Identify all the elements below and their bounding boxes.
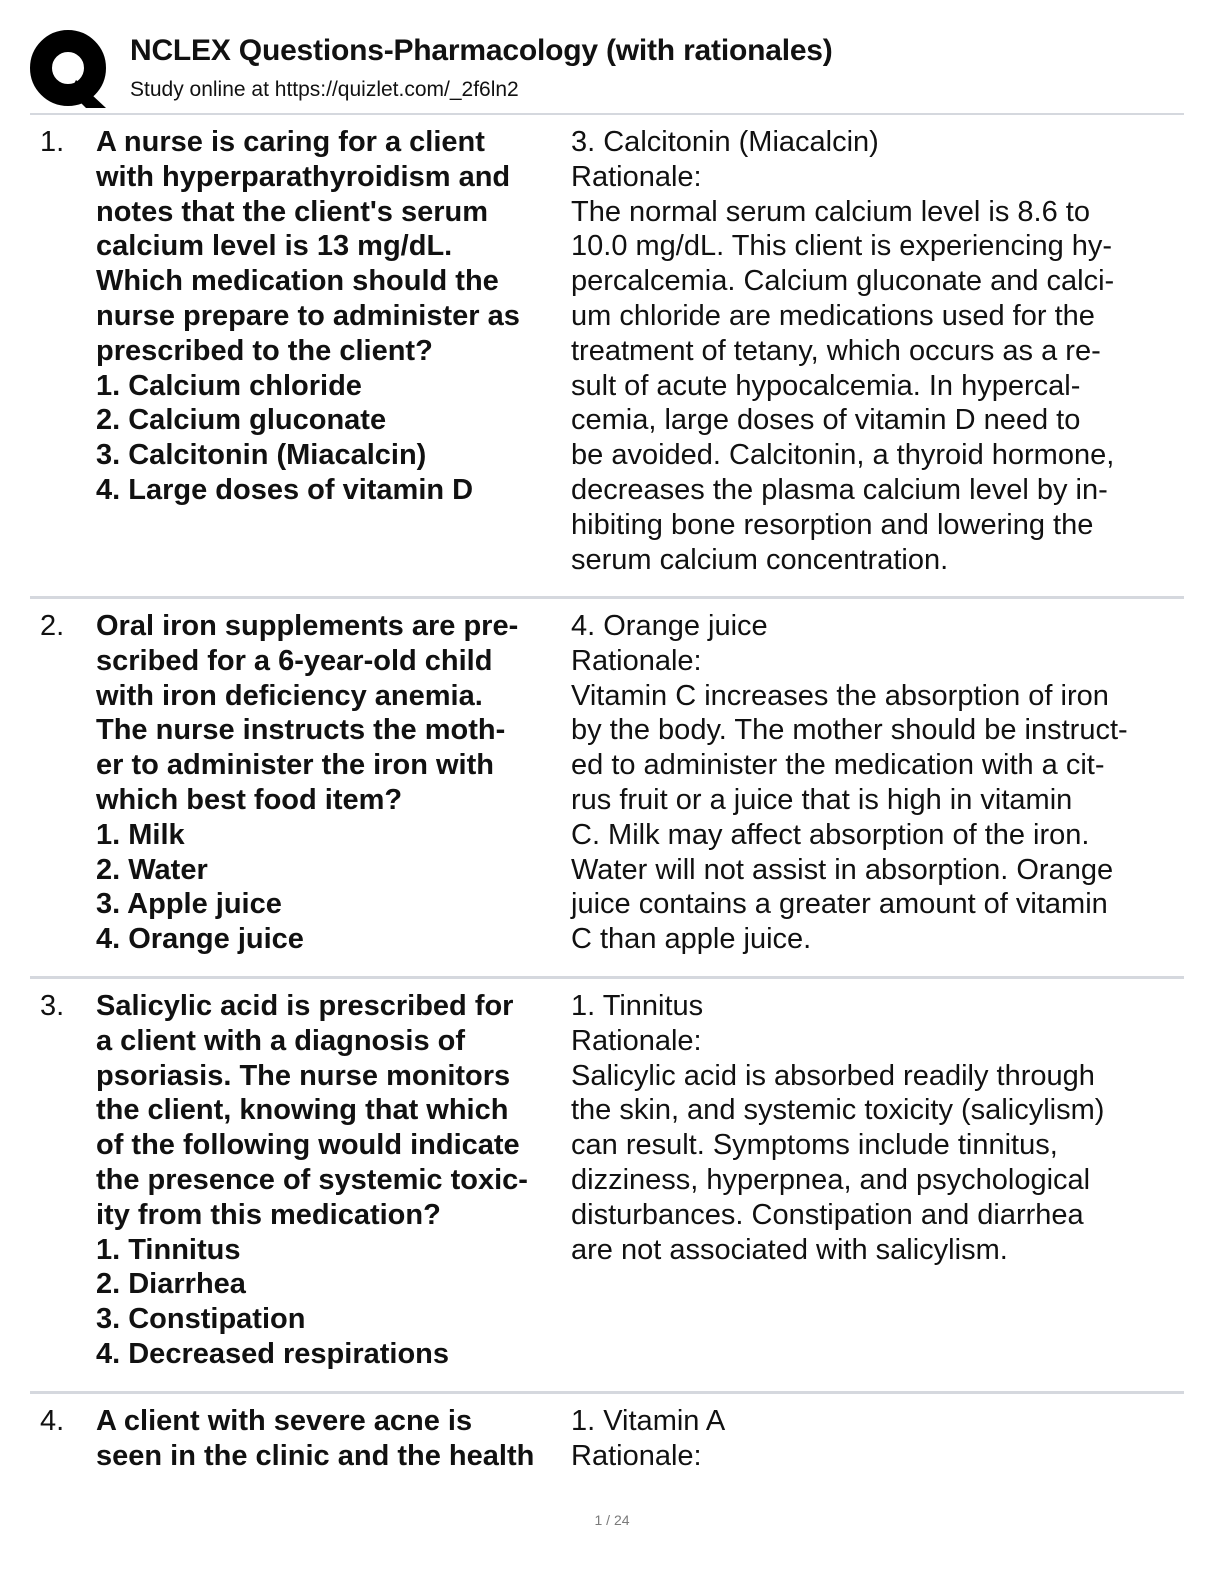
answer-line: Rationale: (571, 1439, 702, 1472)
answer-line: 10.0 mg/dL. This client is experiencing hy- (571, 230, 1113, 263)
answer-line: by the body. The mother should be instruct- (571, 714, 1128, 747)
answer-line: juice contains a greater amount of vitamin (571, 888, 1108, 921)
question-line: seen in the clinic and the health (96, 1439, 535, 1472)
answer-line: 1. Vitamin A (571, 1405, 726, 1437)
question-text (96, 989, 566, 1372)
question-option: 1. Calcium chloride (96, 369, 362, 402)
answer-line: treatment of tetany, which occurs as a re- (571, 334, 1101, 367)
question-option: 2. Diarrhea (96, 1268, 246, 1301)
question-line: A nurse is caring for a client (96, 126, 485, 158)
question-option: 3. Apple juice (96, 888, 282, 921)
question-option: 4. Decreased respirations (96, 1337, 450, 1370)
question-line: the presence of systemic toxic- (96, 1163, 528, 1196)
question-text (96, 609, 566, 957)
question-option: 3. Constipation (96, 1303, 306, 1336)
flashcard-3 (30, 989, 1184, 1379)
answer-line: sult of acute hypocalcemia. In hypercal- (571, 369, 1081, 402)
answer-line: hibiting bone resorption and lowering the (571, 508, 1094, 541)
card-number: 4. (40, 1405, 65, 1437)
card-number: 1. (40, 126, 65, 158)
flashcard-1 (30, 125, 1184, 585)
question-line: a client with a diagnosis of (96, 1024, 465, 1057)
question-line: Salicylic acid is prescribed for (96, 990, 514, 1022)
answer-line: Rationale: (571, 1024, 702, 1057)
card-divider (30, 596, 1184, 599)
answer-line: Rationale: (571, 644, 702, 677)
answer-line: serum calcium concentration. (571, 543, 949, 576)
question-line: nurse prepare to administer as (96, 299, 520, 332)
answer-line: 3. Calcitonin (Miacalcin) (571, 126, 879, 158)
question-line: ity from this medication? (96, 1198, 441, 1231)
study-online-link[interactable]: Study online at https://quizlet.com/_2f6ln2 (130, 78, 519, 101)
question-line: A client with severe acne is (96, 1405, 473, 1437)
question-option: 3. Calcitonin (Miacalcin) (96, 439, 427, 472)
answer-line: The normal serum calcium level is 8.6 to (571, 195, 1090, 228)
answer-text (571, 1404, 1181, 1474)
answer-text (571, 609, 1181, 957)
quizlet-q-logo-icon (30, 30, 110, 110)
card-number: 3. (40, 990, 65, 1022)
answer-line: Rationale: (571, 160, 702, 193)
page-title: NCLEX Questions-Pharmacology (with rationales) (130, 34, 833, 67)
answer-line: Vitamin C increases the absorption of iron (571, 679, 1109, 712)
document-header (30, 24, 1190, 114)
question-option: 4. Large doses of vitamin D (96, 473, 474, 506)
question-line: calcium level is 13 mg/dL. (96, 230, 453, 263)
question-line: The nurse instructs the moth- (96, 714, 506, 747)
answer-line: are not associated with salicylism. (571, 1233, 1008, 1266)
question-line: psoriasis. The nurse monitors (96, 1059, 511, 1092)
question-option: 4. Orange juice (96, 923, 304, 956)
question-line: Oral iron supplements are pre- (96, 610, 519, 642)
question-line: the client, knowing that which (96, 1094, 509, 1127)
answer-line: be avoided. Calcitonin, a thyroid hormone, (571, 439, 1115, 472)
answer-line: 1. Tinnitus (571, 990, 704, 1022)
answer-line: ed to administer the medication with a cit- (571, 749, 1105, 782)
answer-line: Salicylic acid is absorbed readily through (571, 1059, 1095, 1092)
question-option: 1. Tinnitus (96, 1233, 241, 1266)
answer-line: 4. Orange juice (571, 610, 768, 642)
answer-line: the skin, and systemic toxicity (salicylism) (571, 1094, 1105, 1127)
question-line: which best food item? (96, 783, 403, 816)
card-number: 2. (40, 610, 65, 642)
question-text (96, 1404, 566, 1474)
question-line: with hyperparathyroidism and (96, 160, 511, 193)
question-line: notes that the client's serum (96, 195, 489, 228)
answer-line: rus fruit or a juice that is high in vitamin (571, 783, 1073, 816)
answer-line: Water will not assist in absorption. Orange (571, 853, 1114, 886)
question-line: prescribed to the client? (96, 334, 433, 367)
question-line: with iron deficiency anemia. (96, 679, 483, 712)
answer-line: um chloride are medications used for the (571, 299, 1095, 332)
answer-line: dizziness, hyperpnea, and psychological (571, 1163, 1091, 1196)
question-text (96, 125, 566, 508)
answer-text (571, 989, 1181, 1267)
answer-line: decreases the plasma calcium level by in- (571, 473, 1108, 506)
answer-line: cemia, large doses of vitamin D need to (571, 404, 1081, 437)
card-divider (30, 976, 1184, 979)
question-option: 2. Water (96, 853, 208, 886)
answer-line: disturbances. Constipation and diarrhea (571, 1198, 1084, 1231)
answer-line: C. Milk may affect absorption of the iron. (571, 818, 1090, 851)
header-divider (30, 113, 1184, 115)
question-line: scribed for a 6-year-old child (96, 644, 493, 677)
flashcard-4 (30, 1404, 1184, 1484)
flashcard-2 (30, 609, 1184, 969)
answer-line: can result. Symptoms include tinnitus, (571, 1129, 1058, 1162)
answer-text (571, 125, 1181, 577)
question-line: er to administer the iron with (96, 749, 494, 782)
question-line: Which medication should the (96, 265, 499, 298)
question-option: 2. Calcium gluconate (96, 404, 387, 437)
question-line: of the following would indicate (96, 1129, 520, 1162)
answer-line: percalcemia. Calcium gluconate and calci- (571, 265, 1115, 298)
question-option: 1. Milk (96, 818, 185, 851)
card-divider (30, 1391, 1184, 1394)
page-indicator: 1 / 24 (594, 1512, 630, 1528)
answer-line: C than apple juice. (571, 923, 812, 956)
